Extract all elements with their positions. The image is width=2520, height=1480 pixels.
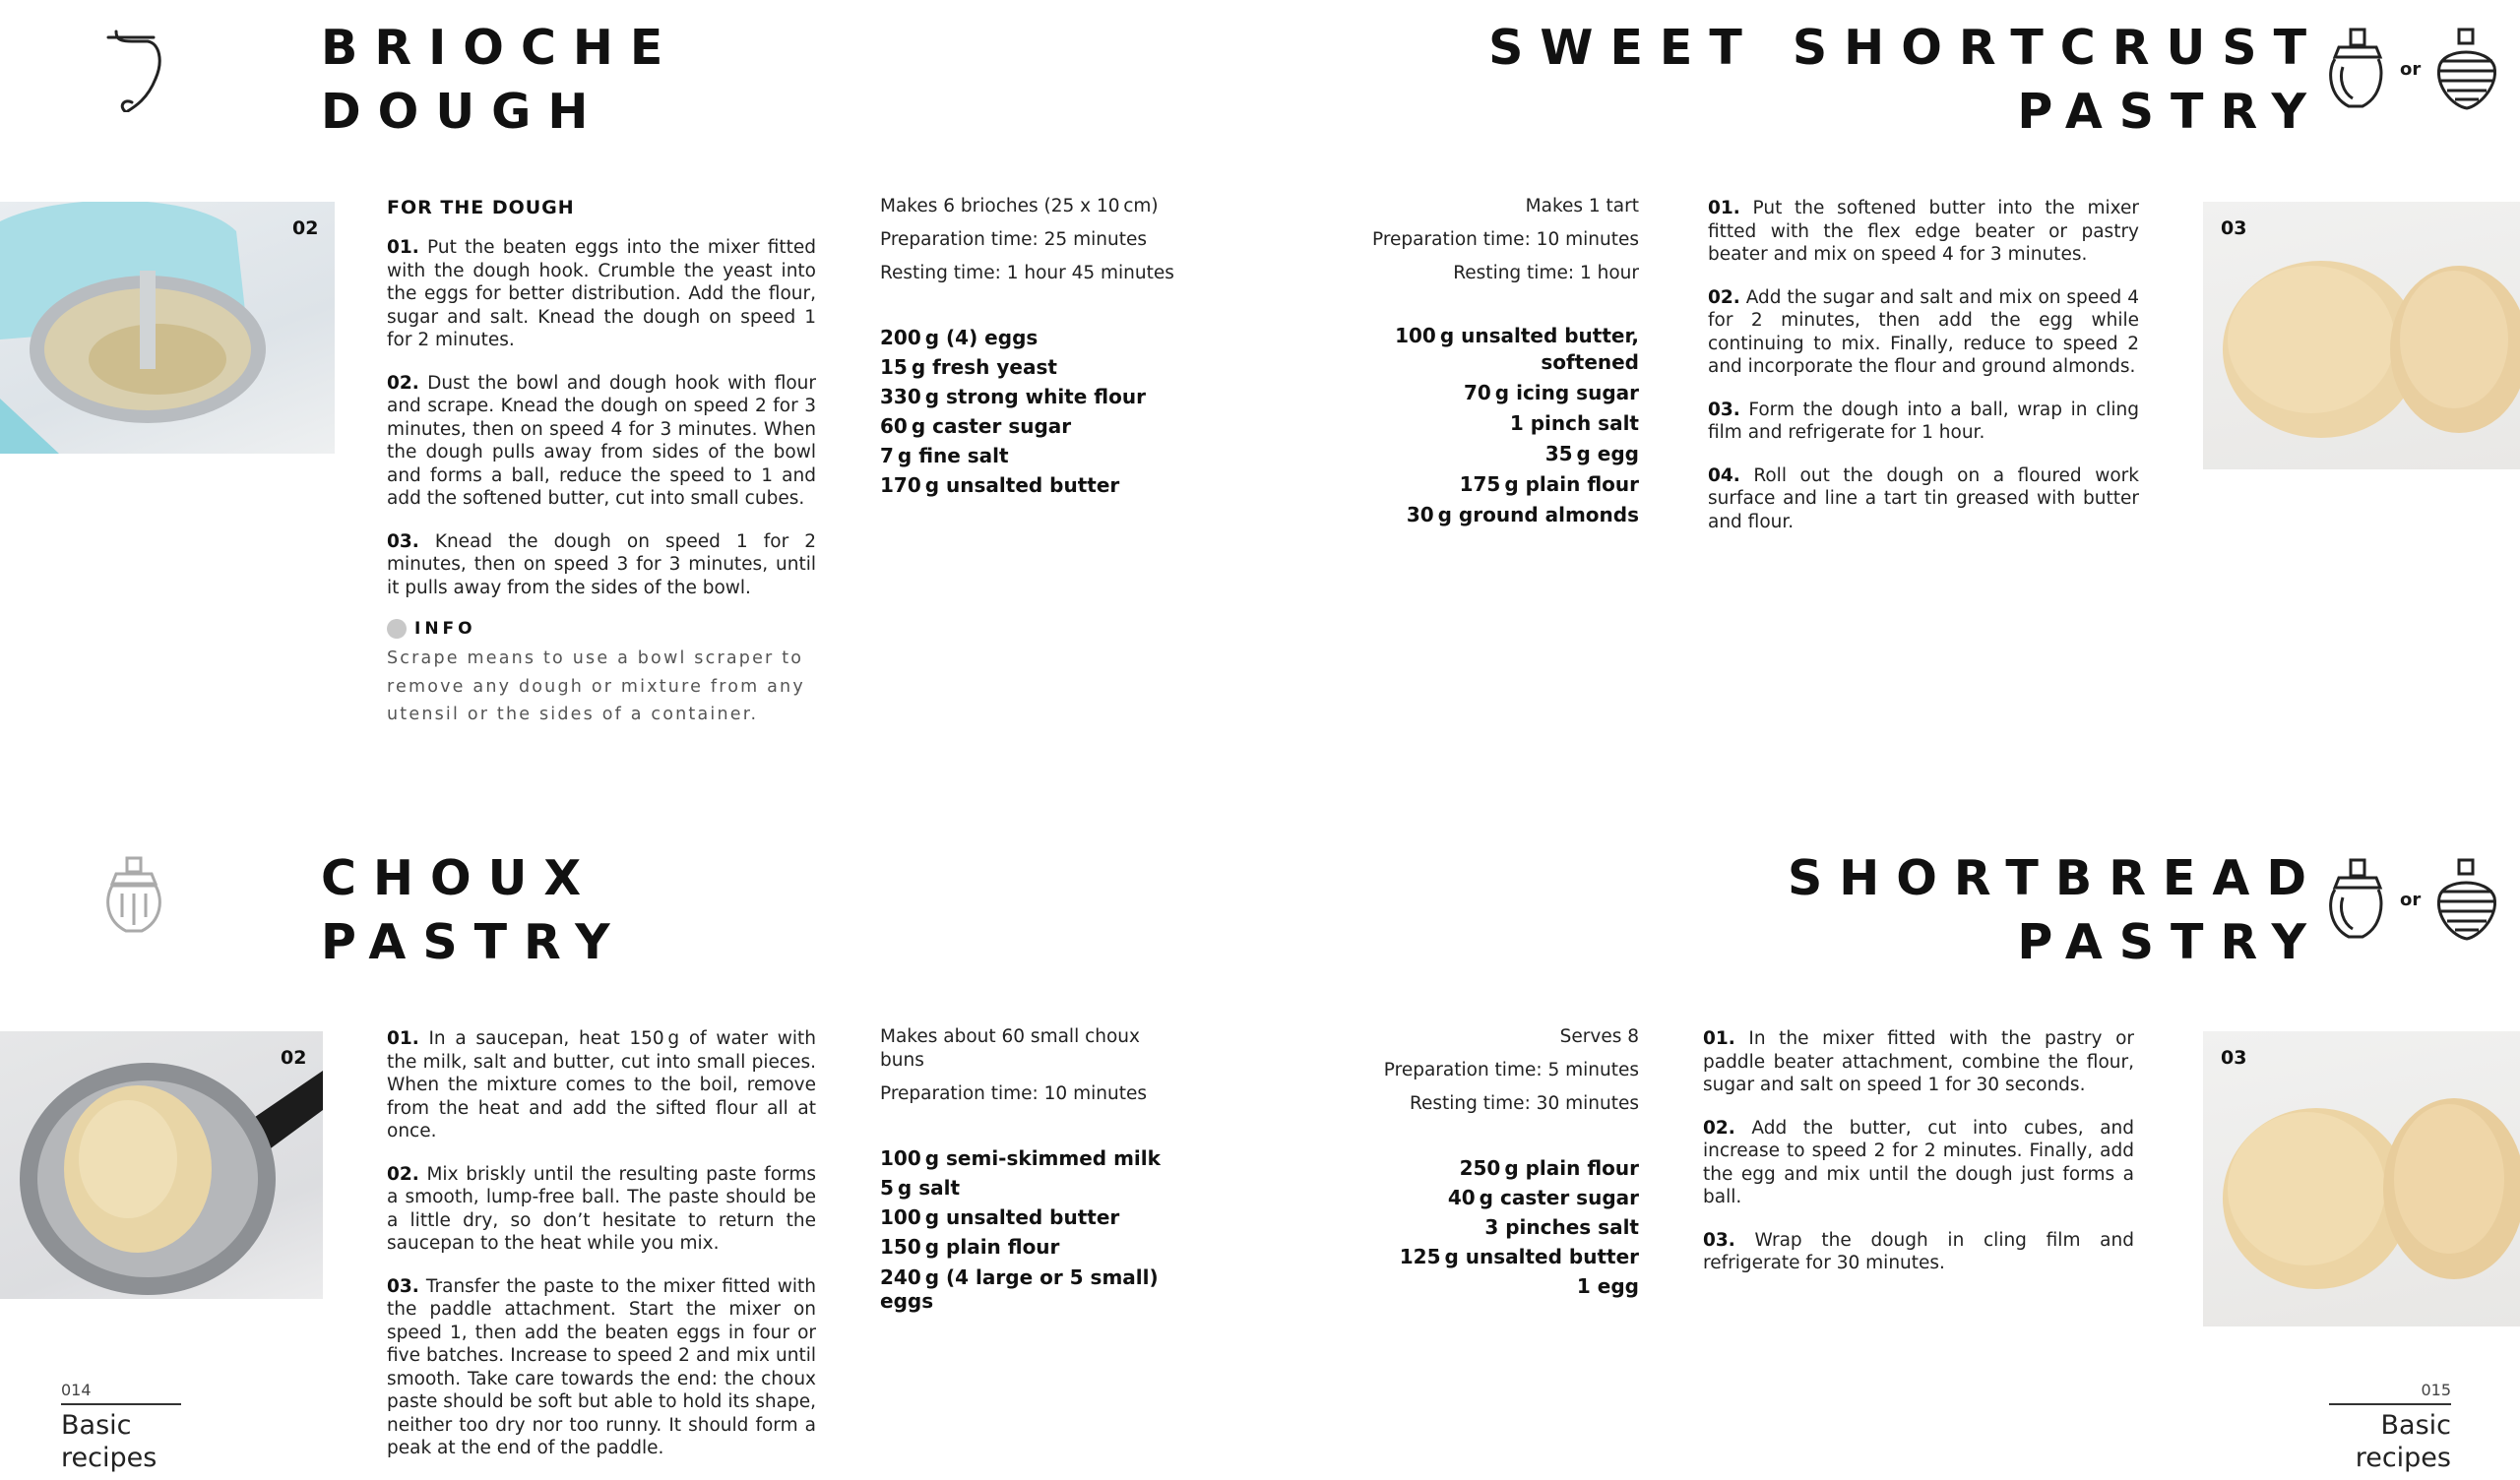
brioche-section-heading: FOR THE DOUGH [387,197,575,218]
shortcrust-step-1: 01. Put the softened butter into the mixer fitted with the flex edge beater or pastry beater and mix on speed 4 for 3 minutes. [1708,198,2139,265]
choux-step-2: 02. Mix briskly until the resulting paste forms a smooth, lump-free ball. The paste should be a little dry, so don’t hesitate to return the saucepan to the heat while you mix. [387,1163,816,1254]
brioche-step-2: 02. Dust the bowl and dough hook with flour and scrape. Knead the dough on speed 2 for 3 minutes, then on speed 4 for 3 minutes. When the dough pulls away from sides of the bowl and forms a ball, reduce the speed to 1 and add the softened butter, cut into small cubes. [387,372,816,509]
choux-photo-number: 02 [281,1047,307,1069]
brioche-photo [0,202,335,454]
brioche-title-line2: DOUGH [321,84,605,140]
shortbread-title-line2: PASTRY [2017,914,2323,970]
paddle-beater-icon [2319,858,2394,941]
footer-label: Basic recipes [61,1410,158,1473]
brioche-step-1: 01. Put the beaten eggs into the mixer fitted with the dough hook. Crumble the yeast into the eggs for better distribution. Add the flour, sugar and salt. Knead the dough on speed 1 for 2 minutes. [387,237,816,350]
ingredient: 35 g egg [1544,442,1639,465]
shortbread-photo-number: 03 [2221,1047,2247,1069]
brioche-ingredients [880,323,1195,500]
shortcrust-photo [2203,202,2520,469]
shortcrust-title-line1: SWEET SHORTCRUST [1488,20,2323,76]
ingredient: 330 g strong white flour [880,385,1146,408]
beater-attachment-icons [2319,28,2506,110]
shortcrust-step-4: 04. Roll out the dough on a floured work surface and line a tart tin greased with butter and flour. [1708,464,2139,532]
ingredient: 15 g fresh yeast [880,355,1057,379]
choux-ingredients [880,1143,1175,1313]
choux-photo [0,1031,323,1299]
info-heading: INFO [387,619,816,639]
or-label: or [2400,59,2422,80]
ingredient: 30 g ground almonds [1406,503,1639,526]
shortcrust-step-2: 02. Add the sugar and salt and mix on speed 4 for 2 minutes, then add the egg while continuing to mix. Finally, reduce to speed 2 and incorporate the flour and ground almonds. [1708,286,2139,377]
paddle-beater-icon [98,856,169,939]
page-number: 014 [61,1381,92,1399]
footer-right [2329,1381,2451,1474]
ingredient: 70 g icing sugar [1463,381,1639,404]
shortcrust-photo-number: 03 [2221,217,2247,239]
footer-rule [2329,1403,2451,1405]
shortbread-step-3: 03. Wrap the dough in cling film and refrigerate for 30 minutes. [1703,1229,2134,1273]
ingredient: 240 g (4 large or 5 small) eggs [880,1265,1159,1313]
shortbread-step-1: 01. In the mixer fitted with the pastry or paddle beater attachment, combine the flour, sugar and salt on speed 1 for 30 seconds. [1703,1028,2134,1095]
page-number: 015 [2421,1381,2451,1399]
ingredient: 1 egg [1576,1274,1639,1298]
shortbread-title-line1: SHORTBREAD [1787,850,2323,906]
footer-label: Basic recipes [2355,1410,2451,1473]
choux-yield: Makes about 60 small choux buns [880,1026,1140,1071]
brioche-step-3: 03. Knead the dough on speed 1 for 2 minutes, then on speed 3 for 3 minutes, until it pulls away from the sides of the bowl. [387,530,816,598]
shortcrust-ingredients [1319,323,1639,528]
choux-title-line1: CHOUX [321,850,598,906]
ingredient: 7 g fine salt [880,444,1009,467]
pastry-beater-icon [2429,858,2504,941]
choux-step-1: 01. In a saucepan, heat 150 g of water with the milk, salt and butter, cut into small pieces. When the mixture comes to the boil, remove from the heat and add the sifted flour all at once. [387,1028,816,1141]
shortcrust-title-line2: PASTRY [2017,84,2323,140]
footer-rule [61,1403,181,1405]
dough-hook-icon [102,28,181,116]
brioche-photo-number: 02 [292,217,319,239]
ingredient: 1 pinch salt [1509,411,1639,435]
ingredient: 100 g unsalted butter, [1395,324,1639,347]
shortcrust-prep-time: Preparation time: 10 minutes [1372,229,1639,250]
ingredient: 200 g (4) eggs [880,326,1039,349]
beater-attachment-icons [2319,858,2506,941]
ingredient: 3 pinches salt [1484,1215,1639,1239]
ingredient: 175 g plain flour [1459,472,1639,496]
ingredient: 125 g unsalted butter [1399,1245,1639,1268]
choux-step-3: 03. Transfer the paste to the mixer fitted with the paddle attachment. Start the mixer on speed 1, then add the beaten eggs in four or five batches. Increase to speed 2 and mix until smooth. Take care towards the end: the choux paste should be soft but able to hold its shape, neither too dry nor too runny. It should form a peak at the end of the paddle. [387,1275,816,1458]
info-dot-icon [387,619,407,639]
choux-prep-time: Preparation time: 10 minutes [880,1083,1147,1104]
brioche-yield: Makes 6 brioches (25 x 10 cm) [880,196,1159,216]
shortbread-photo [2203,1031,2520,1326]
shortcrust-yield: Makes 1 tart [1525,196,1639,216]
brioche-prep-time: Preparation time: 25 minutes [880,229,1147,250]
ingredient: 40 g caster sugar [1447,1186,1639,1209]
pastry-beater-icon [2429,28,2504,110]
ingredient: softened [1541,350,1639,374]
shortbread-step-2: 02. Add the butter, cut into cubes, and increase to speed 2 for 2 minutes. Finally, add the egg and mix until the dough just forms a ball. [1703,1117,2134,1207]
brioche-rest-time: Resting time: 1 hour 45 minutes [880,263,1174,283]
ingredient: 60 g caster sugar [880,414,1072,438]
footer-left [61,1381,181,1474]
info-text: Scrape means to use a bowl scraper to remove any dough or mixture from any utensil or the sides of a container. [387,648,805,724]
ingredient: 100 g unsalted butter [880,1205,1120,1229]
or-label: or [2400,890,2422,910]
shortbread-rest-time: Resting time: 30 minutes [1409,1093,1639,1114]
shortbread-ingredients [1319,1153,1639,1301]
ingredient: 250 g plain flour [1459,1156,1639,1180]
flex-beater-icon [2319,28,2394,110]
shortcrust-rest-time: Resting time: 1 hour [1453,263,1639,283]
ingredient: 5 g salt [880,1176,961,1200]
ingredient: 150 g plain flour [880,1235,1060,1259]
choux-title-line2: PASTRY [321,914,627,970]
ingredient: 170 g unsalted butter [880,473,1120,497]
shortbread-yield: Serves 8 [1559,1026,1639,1047]
brioche-title-line1: BRIOCHE [321,20,680,76]
shortcrust-step-3: 03. Form the dough into a ball, wrap in cling film and refrigerate for 1 hour. [1708,399,2139,443]
ingredient: 100 g semi-skimmed milk [880,1146,1161,1170]
shortbread-prep-time: Preparation time: 5 minutes [1383,1060,1639,1080]
